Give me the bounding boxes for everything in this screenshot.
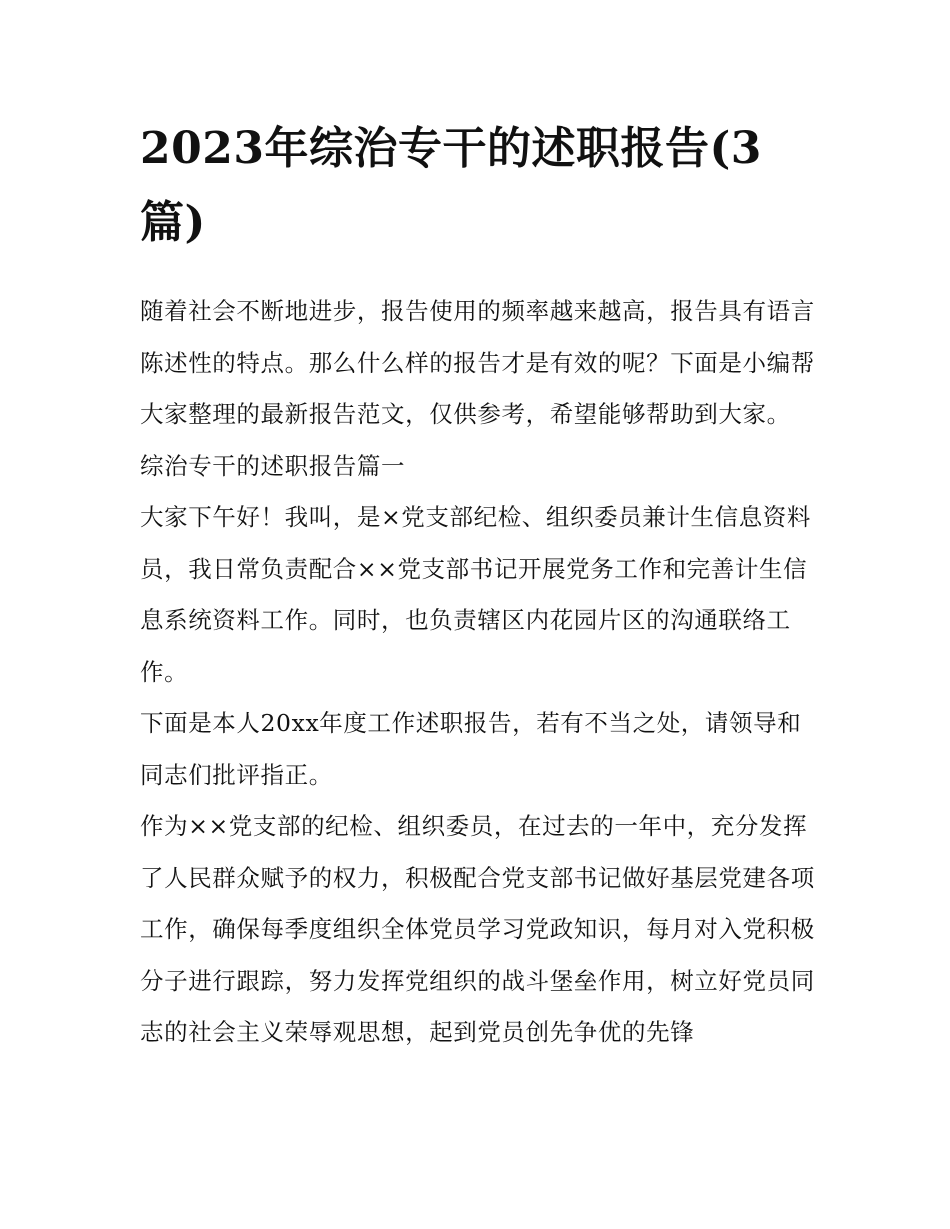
body-paragraph: 作为××党支部的纪检、组织委员，在过去的一年中，充分发挥了人民群众赋予的权力，积极配合党支部书记做好基层党建各项工作，确保每季度组织全体党员学习党政知识，每月对入党积极分子进行跟踪，努力发挥党组织的战斗堡垒作用，树立好党员同志的社会主义荣辱观思想，起到党员创先争优的先锋 [140,812,815,1046]
intro-paragraph: 随着社会不断地进步，报告使用的频率越来越高，报告具有语言陈述性的特点。那么什么样的报告才是有效的呢？下面是小编帮大家整理的最新报告范文，仅供参考，希望能够帮助到大家。 [140,297,815,428]
section-heading: 综治专干的述职报告篇一 [140,451,406,480]
document-page [140,112,820,1059]
body-paragraph: 大家下午好！我叫，是×党支部纪检、组织委员兼计生信息资料员，我日常负责配合××党支部书记开展党务工作和完善计生信息系统资料工作。同时，也负责辖区内花园片区的沟通联络工作。 [140,503,811,686]
document-title: 2023年综治专干的述职报告(3篇) [140,123,762,248]
body-paragraph: 下面是本人20xx年度工作述职报告，若有不当之处，请领导和同志们批评指正。 [140,709,802,789]
